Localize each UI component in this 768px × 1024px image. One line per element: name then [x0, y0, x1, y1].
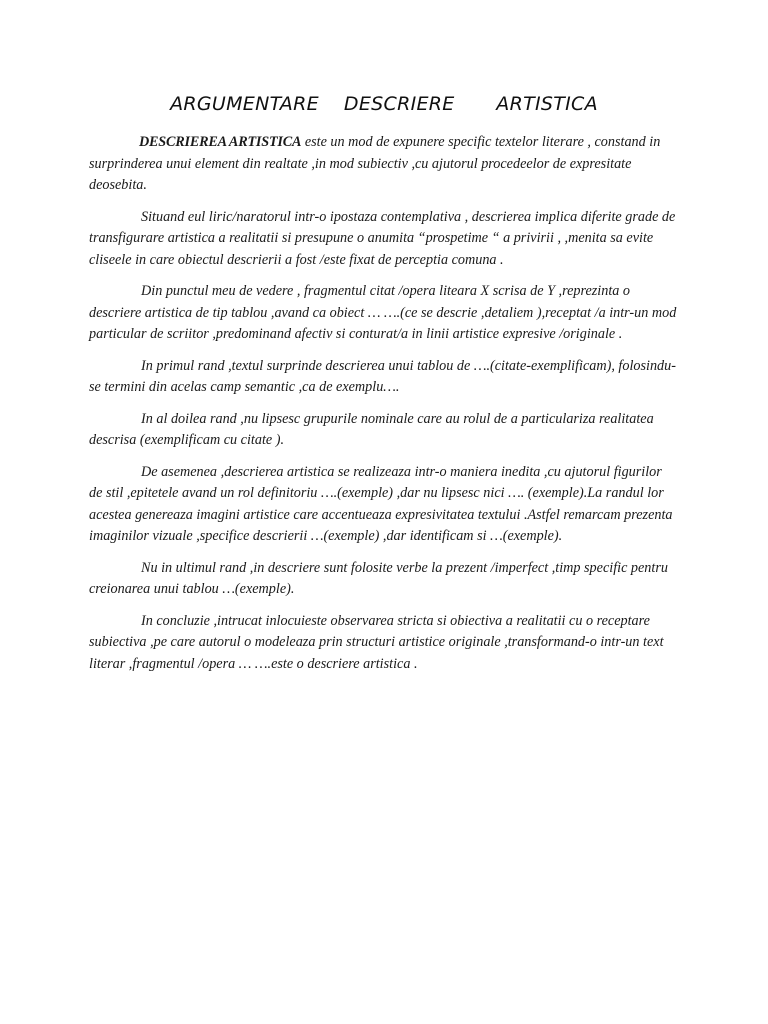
paragraph-verbs: Nu in ultimul rand ,in descriere sunt folosite verbe la prezent /imperfect ,timp specific pentru creionarea unui tablou …(exemple). — [89, 559, 668, 597]
paragraph-definition — [89, 132, 677, 197]
lead-term: DESCRIEREA ARTISTICA — [139, 134, 302, 150]
paragraph-text: este un mod de expunere specific textelor literare , constand in surprinderea unui element din realtate ,in mod subiectiv ,cu ajutorul procedeelor de expresitate deosebita. — [89, 134, 661, 193]
paragraph-viewpoint: Din punctul meu de vedere , fragmentul citat /opera liteara X scrisa de Y ,reprezinta o descriere artistica de tip tablou ,avand ca obiect … ….(ce se descrie ,detaliem ),receptat /a intr-un mod particular de scriitor ,predominand afectiv si conturat/a in linii artistice expresive /originale . — [89, 283, 677, 342]
document-title: ARGUMENTARE DESCRIERE ARTISTICA — [170, 93, 598, 115]
document-body — [89, 132, 677, 685]
paragraph-first-point: In primul rand ,textul surprinde descrierea unui tablou de ….(citate-exemplificam), folosindu-se termini din acelas camp semantic ,ca de exemplu…. — [89, 357, 676, 395]
paragraph-conclusion: In concluzie ,intrucat inlocuieste observarea stricta si obiectiva a realitatii cu o receptare subiectiva ,pe care autorul o modeleaza prin structuri artistice originale ,transformand-o intr-un text literar ,fragmentul /opera … ….este o descriere artistica . — [89, 612, 664, 672]
paragraph-second-point: In al doilea rand ,nu lipsesc grupurile nominale care au rolul de a particulariza realitatea descrisa (exemplificam cu citate ). — [89, 410, 654, 448]
paragraph-contemplation: Situand eul liric/naratorul intr-o ipostaza contemplativa , descrierea implica diferite grade de transfigurare artistica a realitatii si presupune o anumita “prospetime “ a privirii , ,menita sa evite cliseele in care obiectul descrierii a fost /este fixat de perceptia comuna . — [89, 208, 676, 268]
paragraph-figures-of-speech: De asemenea ,descrierea artistica se realizeaza intr-o maniera inedita ,cu ajutorul figurilor de stil ,epitetele avand un rol definitoriu ….(exemple) ,dar nu lipsesc nici …. (exemple).La randul lor acestea genereaza imagini artistice care accentueaza expresivitatea textului .Astfel remarcam prezenta imaginilor vizuale ,specifice descrierii …(exemple) ,dar identificam si …(exemple). — [89, 463, 673, 544]
